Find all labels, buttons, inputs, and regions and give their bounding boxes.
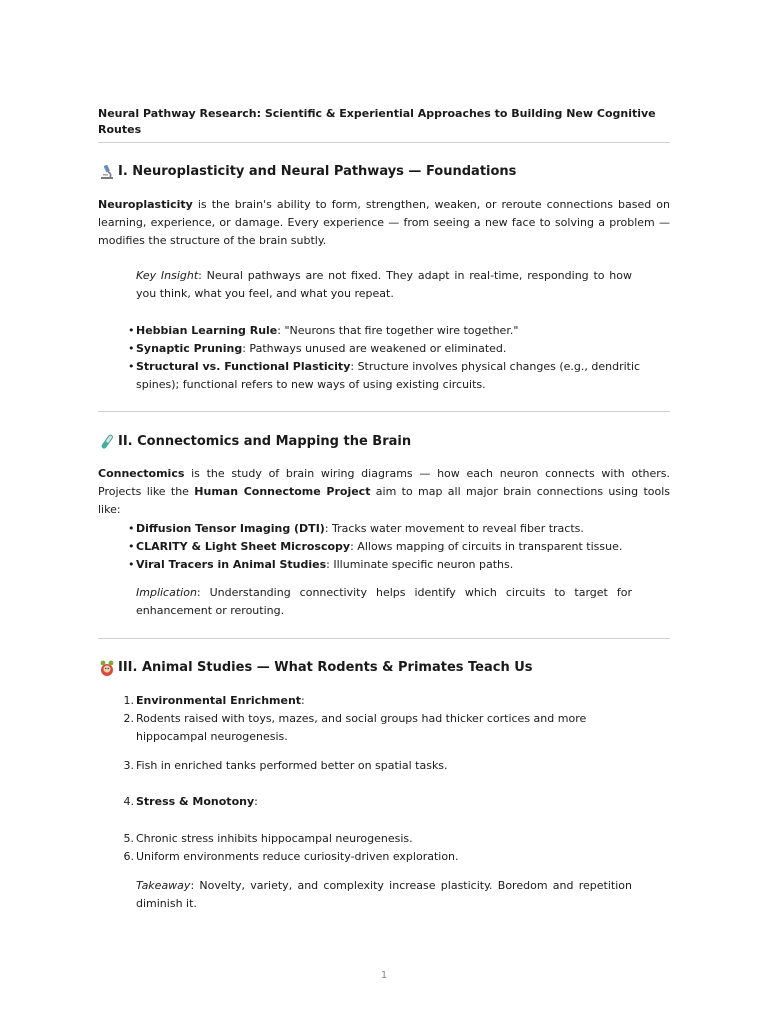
section-3-heading [98, 659, 533, 677]
microscope-icon [98, 163, 116, 181]
term-neuroplasticity: Neuroplasticity [98, 198, 193, 211]
item-text: Fish in enriched tanks performed better on spatial tasks. [136, 759, 448, 772]
list-item [123, 848, 656, 866]
divider [98, 638, 670, 639]
bullet-text: : Illuminate specific neuron paths. [326, 558, 514, 571]
bullet-text: : Structure involves physical changes (e.g., dendritic spines); functional refers to new ways of using existing circuits. [136, 360, 641, 391]
key-insight-text: : Neural pathways are not fixed. They adapt in real-time, responding to how you think, what you feel, and what you repeat. [136, 269, 632, 300]
list-item [123, 830, 656, 848]
bullet-text: : "Neurons that fire together wire together." [277, 324, 519, 337]
list-item [128, 538, 668, 556]
list-item [128, 556, 668, 574]
bullet-term: CLARITY & Light Sheet Microscopy [136, 540, 351, 553]
rodent-icon [98, 659, 116, 677]
bullet-text: : Pathways unused are weakened or eliminated. [242, 342, 507, 355]
bullet-term: Structural vs. Functional Plasticity [136, 360, 351, 373]
item-text: : [254, 795, 258, 808]
item-text: Rodents raised with toys, mazes, and social groups had thicker cortices and more hippocampal neurogenesis. [136, 712, 587, 743]
test-tube-icon [98, 433, 116, 451]
item-number: 3. [123, 759, 134, 772]
item-number: 4. [123, 795, 134, 808]
section-1-heading [98, 163, 516, 181]
implication-quote [136, 584, 632, 620]
item-number: 2. [123, 712, 134, 725]
takeaway-text: : Novelty, variety, and complexity increase plasticity. Boredom and repetition diminish it. [136, 879, 632, 910]
section-3-numbered-list [123, 692, 656, 866]
section-2-heading-text: II. Connectomics and Mapping the Brain [118, 434, 412, 449]
divider [98, 411, 670, 412]
document-title: Neural Pathway Research: Scientific & Experiential Approaches to Building New Cognitive Routes [98, 107, 656, 136]
section-1-heading-text: I. Neuroplasticity and Neural Pathways — Foundations [118, 164, 517, 179]
page-number: 1 [380, 970, 388, 981]
section-2-paragraph [98, 465, 670, 519]
item-number: 1. [123, 694, 134, 707]
section-2-bullets [128, 520, 668, 574]
item-number: 5. [123, 832, 134, 845]
section-1-paragraph [98, 196, 670, 250]
item-text: Uniform environments reduce curiosity-driven exploration. [136, 850, 459, 863]
bullet-text: : Allows mapping of circuits in transparent tissue. [350, 540, 623, 553]
key-insight-quote [136, 267, 632, 303]
term-connectomics: Connectomics [98, 467, 185, 480]
bullet-term: Synaptic Pruning [136, 342, 243, 355]
paragraph-text: is the brain's ability to form, strengthen, weaken, or reroute connections based on learning, experience, or damage. Every experience — from seeing a new face to solving a problem — modifies the structure of the brain subtly. [98, 198, 670, 247]
takeaway-label: Takeaway [136, 879, 191, 892]
list-item [123, 692, 656, 710]
list-item [123, 710, 656, 746]
term-human-connectome-project: Human Connectome Project [194, 485, 371, 498]
list-item [128, 340, 668, 358]
list-item [123, 757, 656, 775]
section-2-heading [98, 433, 411, 451]
bullet-term: Diffusion Tensor Imaging (DTI) [136, 522, 325, 535]
item-term: Environmental Enrichment [136, 694, 302, 707]
key-insight-label: Key Insight [136, 269, 199, 282]
paragraph-text: aim to map all major brain connections using tools like: [98, 485, 670, 516]
section-3-heading-text: III. Animal Studies — What Rodents & Primates Teach Us [118, 660, 533, 675]
list-item [128, 322, 668, 340]
takeaway-quote [136, 877, 632, 913]
implication-label: Implication [136, 586, 197, 599]
bullet-text: : Tracks water movement to reveal fiber tracts. [324, 522, 584, 535]
item-term: Stress & Monotony [136, 795, 255, 808]
item-text: : [301, 694, 305, 707]
divider [98, 142, 670, 143]
list-item [128, 358, 668, 394]
bullet-term: Hebbian Learning Rule [136, 324, 278, 337]
section-1-bullets [128, 322, 668, 394]
paragraph-text: is the study of brain wiring diagrams — how each neuron connects with others. Projects like the [98, 467, 670, 498]
implication-text: : Understanding connectivity helps identify which circuits to target for enhancement or rerouting. [136, 586, 632, 617]
list-item [123, 793, 656, 811]
bullet-term: Viral Tracers in Animal Studies [136, 558, 327, 571]
item-number: 6. [123, 850, 134, 863]
item-text: Chronic stress inhibits hippocampal neurogenesis. [136, 832, 413, 845]
list-item [128, 520, 668, 538]
